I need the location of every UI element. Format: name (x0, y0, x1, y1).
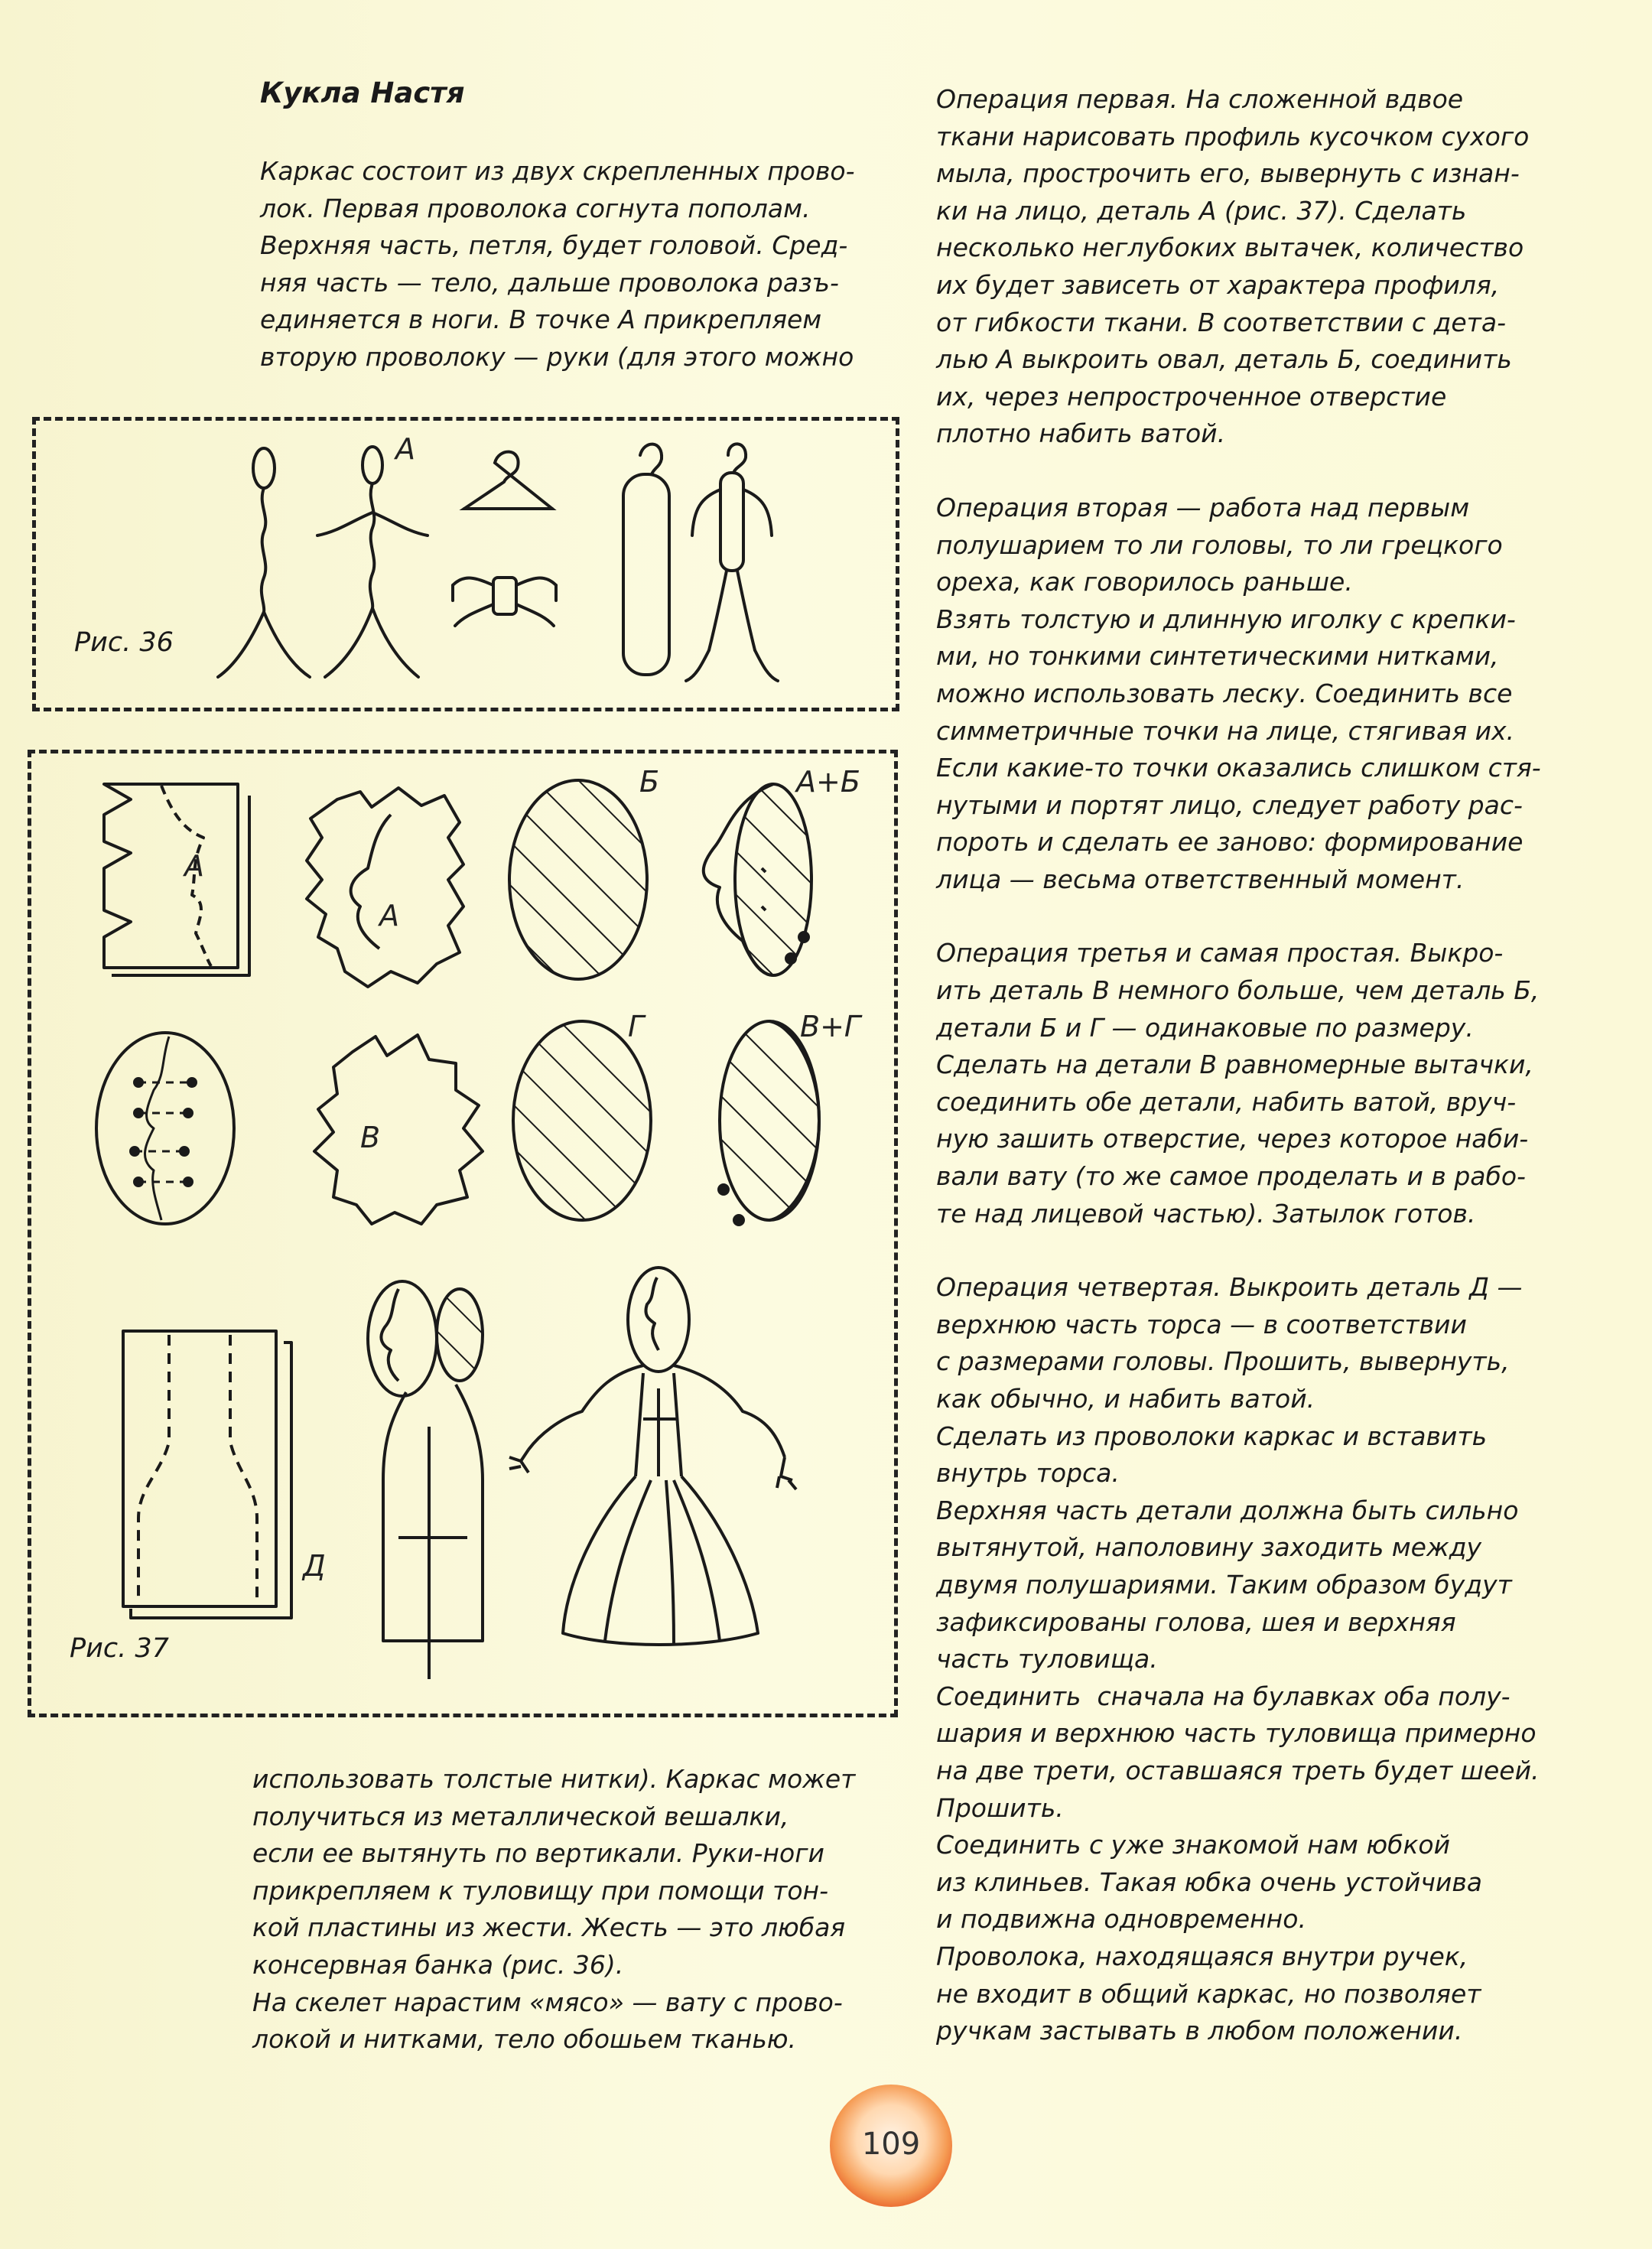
text-line: Сделать на детали В равномерные вытачки, (936, 1050, 1533, 1080)
figure-36-drawing (36, 421, 896, 708)
text-line: плотно набить ватой. (936, 418, 1226, 449)
text-line: верхнюю часть торса — в соответствии (936, 1309, 1467, 1339)
text-column-left-top (260, 153, 902, 376)
figure-37-drawing (31, 753, 894, 1714)
text-line: соединить обе детали, набить ватой, вруч- (936, 1086, 1517, 1117)
text-line: Верхняя часть детали должна быть сильно (936, 1495, 1519, 1525)
figure-37-label-b: Б (639, 765, 660, 799)
text-line: Операция первая. На сложенной вдвое (936, 84, 1464, 114)
text-line: ми, но тонкими синтетическими нитками, (936, 641, 1499, 672)
text-line: детали Б и Г — одинаковые по размеру. (936, 1012, 1474, 1043)
text-line: Соединить с уже знакомой нам юбкой (936, 1830, 1451, 1860)
text-line: На скелет нарастим «мясо» — вату с прово- (252, 1987, 843, 2017)
text-line: консервная банка (рис. 36). (252, 1949, 624, 1980)
text-column-left-bottom (252, 1761, 910, 2059)
text-line: если ее вытянуть по вертикали. Руки-ноги (252, 1838, 824, 1869)
text-line: ить деталь В немного больше, чем деталь Б, (936, 975, 1540, 1006)
figure-36-label-a: А (395, 432, 415, 466)
page-number: 109 (861, 2127, 921, 2162)
text-line: ткани нарисовать профиль кусочком сухого (936, 121, 1530, 151)
text-line: Каркас состоит из двух скрепленных прово- (260, 156, 855, 186)
text-line: несколько неглубоких вытачек, количество (936, 233, 1524, 263)
figure-37-label-vg: В+Г (800, 1010, 861, 1043)
text-line: лью А выкроить овал, деталь Б, соединить (936, 344, 1512, 375)
text-line: лица — весьма ответственный момент. (936, 864, 1465, 894)
text-line: как обычно, и набить ватой. (936, 1384, 1315, 1414)
text-column-right (936, 81, 1586, 2050)
text-line: из клиньев. Такая юбка очень устойчива (936, 1867, 1483, 1897)
text-line: зафиксированы голова, шея и верхняя (936, 1606, 1456, 1637)
text-line: ную зашить отверстие, через которое наби- (936, 1124, 1529, 1154)
text-line: с размерами головы. Прошить, вывернуть, (936, 1346, 1510, 1377)
text-line: Операция четвертая. Выкроить деталь Д — (936, 1272, 1523, 1303)
figure-37-label-ab: А+Б (796, 765, 860, 799)
figure-36-caption: Рис. 36 (74, 627, 174, 658)
article-title: Кукла Настя (260, 76, 465, 109)
text-line: нутыми и портят лицо, следует работу рас- (936, 789, 1523, 820)
text-line: Если какие-то точки оказались слишком стя- (936, 753, 1541, 783)
figure-37-label-v: В (360, 1121, 381, 1154)
figure-37-label-a1: А (184, 849, 204, 883)
text-line: внутрь торса. (936, 1458, 1120, 1489)
text-line: двумя полушариями. Таким образом будут (936, 1569, 1512, 1600)
text-line: Операция вторая — работа над первым (936, 492, 1470, 522)
figure-37-frame (28, 750, 898, 1717)
text-line: шария и верхнюю часть туловища примерно (936, 1718, 1537, 1749)
text-line: их, через непростроченное отверстие (936, 381, 1447, 412)
figure-36-frame (32, 417, 899, 711)
text-line: Прошить. (936, 1792, 1064, 1823)
text-line: полушарием то ли головы, то ли грецкого (936, 529, 1503, 560)
text-line: можно использовать леску. Соединить все (936, 678, 1513, 708)
figure-37-caption: Рис. 37 (70, 1633, 169, 1664)
text-line: от гибкости ткани. В соответствии с дета- (936, 307, 1506, 337)
figure-37-label-g: Г (628, 1010, 645, 1043)
text-line: локой и нитками, тело обошьем тканью. (252, 2024, 797, 2055)
text-line: вытянутой, наполовину заходить между (936, 1532, 1482, 1563)
text-line: прикрепляем к туловищу при помощи тон- (252, 1875, 829, 1906)
text-line: Проволока, находящаяся внутри ручек, (936, 1941, 1468, 1971)
text-line: Соединить сначала на булавках оба полу- (936, 1681, 1511, 1711)
text-line: на две трети, оставшаяся треть будет шеей. (936, 1755, 1540, 1785)
text-line: Сделать из проволоки каркас и вставить (936, 1421, 1488, 1451)
text-line: мыла, прострочить его, вывернуть с изнан- (936, 158, 1520, 189)
text-line: кой пластины из жести. Жесть — это любая (252, 1912, 846, 1943)
text-line: Взять толстую и длинную иголку с крепки- (936, 604, 1516, 634)
text-line: получиться из металлической вешалки, (252, 1801, 789, 1831)
text-line: ореха, как говорилось раньше. (936, 567, 1353, 597)
text-line: те над лицевой частью). Затылок готов. (936, 1198, 1476, 1229)
text-line: не входит в общий каркас, но позволяет (936, 1978, 1481, 2009)
text-line: симметричные точки на лице, стягивая их. (936, 715, 1515, 746)
text-line: их будет зависеть от характера профиля, (936, 269, 1500, 300)
text-line: и подвижна одновременно. (936, 1904, 1306, 1935)
text-line: единяется в ноги. В точке А прикрепляем (260, 304, 822, 335)
text-line: ручкам застывать в любом положении. (936, 2016, 1463, 2046)
text-line: ки на лицо, деталь А (рис. 37). Сделать (936, 195, 1467, 226)
text-line: Операция третья и самая простая. Выкро- (936, 938, 1504, 968)
text-line: вторую проволоку — руки (для этого можно (260, 341, 854, 372)
text-line: вали вату (то же самое проделать и в рабо- (936, 1161, 1526, 1192)
figure-37-label-a2: А (379, 899, 399, 932)
text-line: часть туловища. (936, 1644, 1158, 1675)
text-line: няя часть — тело, дальше проволока разъ- (260, 267, 839, 298)
figure-37-label-d: Д (303, 1549, 326, 1583)
text-line: пороть и сделать ее заново: формирование (936, 827, 1524, 858)
text-line: лок. Первая проволока согнута пополам. (260, 193, 811, 223)
text-line: использовать толстые нитки). Каркас может (252, 1764, 856, 1794)
text-line: Верхняя часть, петля, будет головой. Сред- (260, 230, 848, 261)
